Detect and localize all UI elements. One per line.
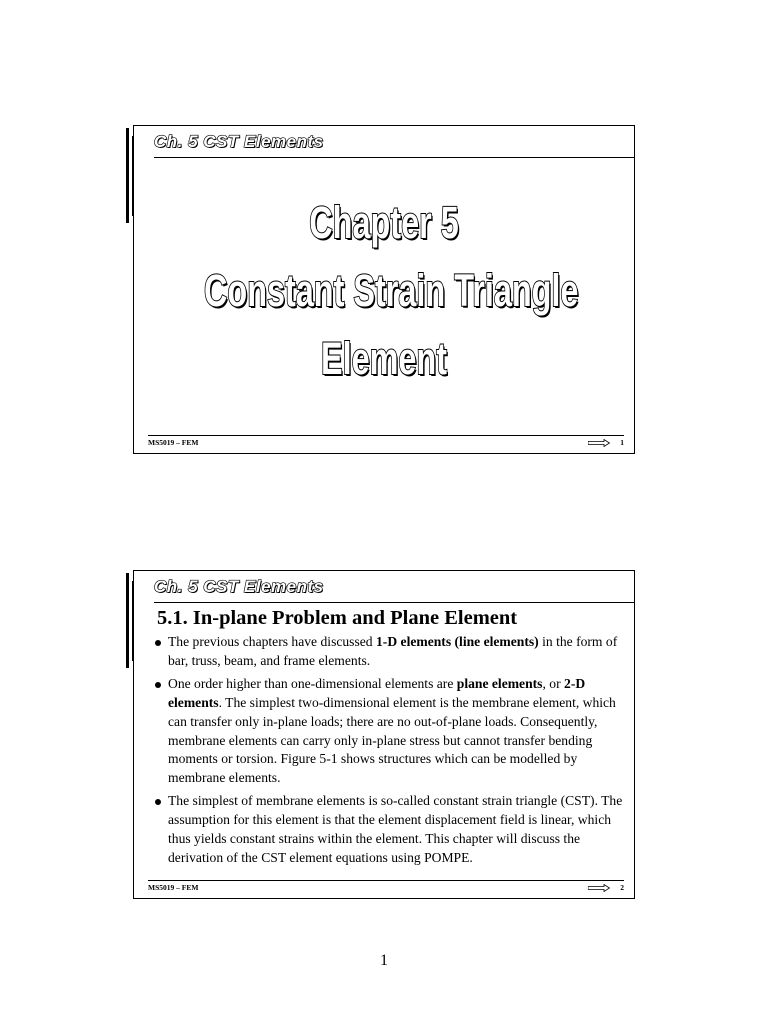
slide-rail [126, 128, 129, 223]
slide-2 [133, 570, 635, 899]
slide-rail [126, 573, 129, 668]
footer-rule [148, 435, 624, 436]
header-rule [154, 157, 634, 158]
bullet-item: The simplest of membrane elements is so-called constant strain triangle (CST). The assumption for this element is that the element displacement field is linear, which thus yields constant strains within the element. This chapter will discuss the derivation of the CST element equations using POMPE. [152, 792, 624, 868]
footer-rule [148, 880, 624, 881]
slide-footer [148, 438, 624, 450]
slide-number: 1 [620, 438, 624, 447]
chapter-title-line: Chapter 5 [309, 197, 459, 248]
slide-header-text: Ch. 5 CST Elements [154, 132, 324, 151]
slide-footer [148, 883, 624, 895]
slide-rail [132, 136, 134, 216]
header-rule [154, 602, 634, 603]
slide-header [146, 133, 634, 155]
slide-1 [133, 125, 635, 454]
bullet-dot-icon [155, 799, 161, 805]
course-code: MS5019 – FEM [148, 438, 199, 447]
slide-number: 2 [620, 883, 624, 892]
arrow-right-icon [588, 439, 610, 447]
bullet-item: One order higher than one-dimensional elements are plane elements, or 2-D elements. The simplest two-dimensional element is the membrane element, which can transfer only in-plane loads; there are no out-of-plane loads. Consequently, membrane elements can carry only in-plane stress but cannot transfer bending moments or torsion. Figure 5-1 shows structures which can be modelled by membrane elements. [152, 675, 624, 788]
page-number: 1 [380, 952, 388, 969]
chapter-title [204, 189, 579, 393]
slide-rail [132, 581, 134, 661]
bullet-dot-icon [155, 682, 161, 688]
bullet-list [152, 633, 624, 872]
chapter-title-line: Constant Strain Triangle [204, 265, 579, 316]
slide-header-text: Ch. 5 CST Elements [154, 577, 324, 596]
section-heading: 5.1. In-plane Problem and Plane Element [157, 607, 518, 629]
chapter-title-line: Element [320, 333, 448, 384]
course-code: MS5019 – FEM [148, 883, 199, 892]
arrow-right-icon [588, 884, 610, 892]
bullet-dot-icon [155, 640, 161, 646]
slide-header [146, 578, 634, 600]
bullet-item: The previous chapters have discussed 1-D elements (line elements) in the form of bar, truss, beam, and frame elements. [152, 633, 624, 671]
